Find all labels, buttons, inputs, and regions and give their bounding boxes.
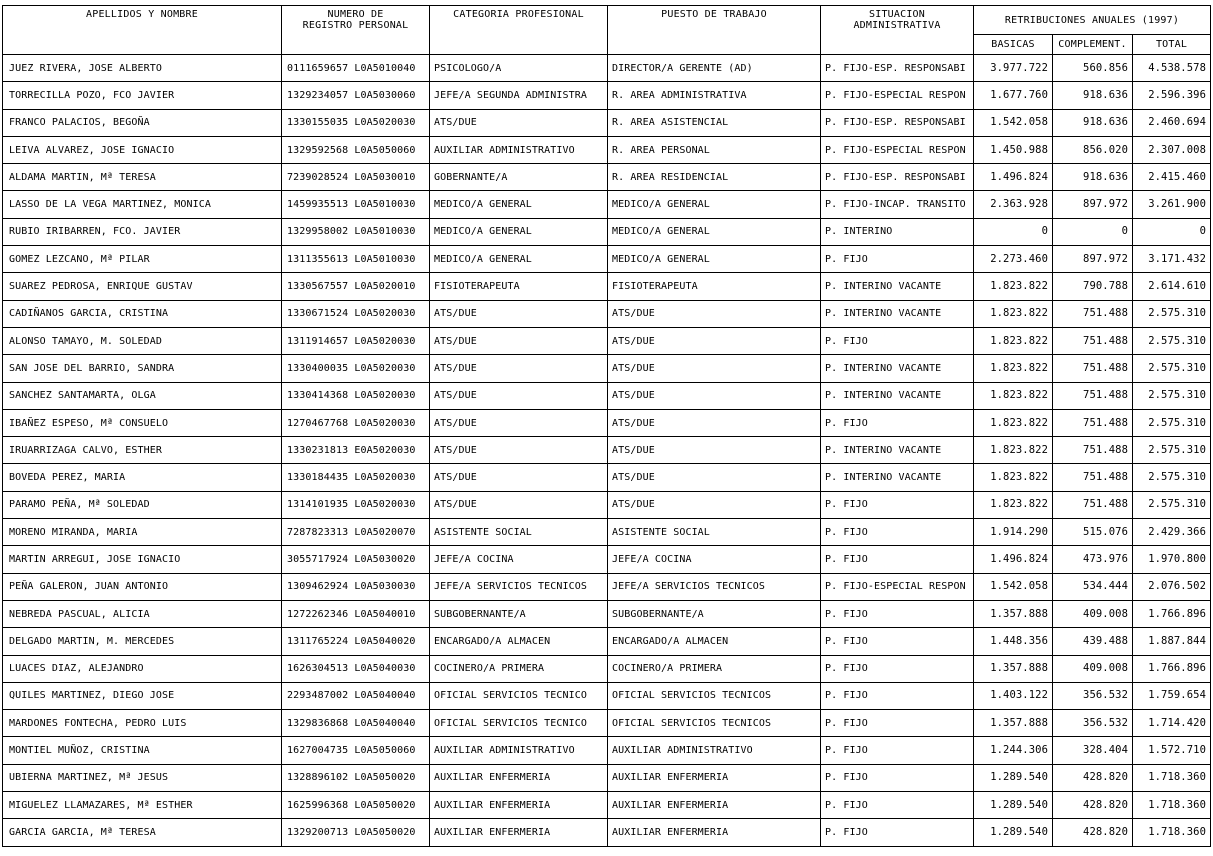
- cell-categoria: AUXILIAR ENFERMERIA: [430, 764, 608, 791]
- cell-situacion: P. FIJO: [821, 764, 974, 791]
- cell-total: 2.614.610: [1133, 273, 1211, 300]
- cell-situacion: P. FIJO: [821, 819, 974, 846]
- cell-situacion: P. FIJO-ESPECIAL RESPON: [821, 136, 974, 163]
- cell-complement: 751.488: [1053, 437, 1133, 464]
- cell-basicas: 1.289.540: [974, 764, 1053, 791]
- cell-puesto: JEFE/A SERVICIOS TECNICOS: [608, 573, 821, 600]
- cell-categoria: MEDICO/A GENERAL: [430, 246, 608, 273]
- cell-basicas: 0: [974, 218, 1053, 245]
- cell-basicas: 3.977.722: [974, 55, 1053, 82]
- table-row: [3, 327, 1211, 354]
- cell-basicas: 1.496.824: [974, 164, 1053, 191]
- cell-situacion: P. FIJO-ESPECIAL RESPON: [821, 573, 974, 600]
- table-row: [3, 546, 1211, 573]
- cell-name: JUEZ RIVERA, JOSE ALBERTO: [3, 55, 282, 82]
- cell-puesto: ATS/DUE: [608, 437, 821, 464]
- header-basicas: BASICAS: [974, 35, 1053, 55]
- cell-total: 2.460.694: [1133, 109, 1211, 136]
- table-row: [3, 792, 1211, 819]
- cell-total: 1.887.844: [1133, 628, 1211, 655]
- cell-basicas: 1.357.888: [974, 710, 1053, 737]
- cell-total: 1.718.360: [1133, 819, 1211, 846]
- cell-puesto: ATS/DUE: [608, 300, 821, 327]
- cell-categoria: ATS/DUE: [430, 300, 608, 327]
- cell-puesto: ASISTENTE SOCIAL: [608, 519, 821, 546]
- cell-categoria: ASISTENTE SOCIAL: [430, 519, 608, 546]
- cell-puesto: DIRECTOR/A GERENTE (AD): [608, 55, 821, 82]
- cell-complement: 439.488: [1053, 628, 1133, 655]
- cell-complement: 328.404: [1053, 737, 1133, 764]
- cell-registro: 1330231813 E0A5020030: [282, 437, 430, 464]
- cell-name: CADIÑANOS GARCIA, CRISTINA: [3, 300, 282, 327]
- cell-basicas: 1.823.822: [974, 327, 1053, 354]
- table-row: [3, 218, 1211, 245]
- table-row: [3, 82, 1211, 109]
- cell-basicas: 1.542.058: [974, 573, 1053, 600]
- cell-total: 2.429.366: [1133, 519, 1211, 546]
- cell-categoria: ATS/DUE: [430, 437, 608, 464]
- header-situacion: SITUACION ADMINISTRATIVA: [821, 6, 974, 55]
- table-row: [3, 300, 1211, 327]
- cell-situacion: P. FIJO-ESP. RESPONSABI: [821, 164, 974, 191]
- cell-puesto: ATS/DUE: [608, 491, 821, 518]
- cell-registro: 1330184435 L0A5020030: [282, 464, 430, 491]
- cell-name: RUBIO IRIBARREN, FCO. JAVIER: [3, 218, 282, 245]
- cell-puesto: ATS/DUE: [608, 382, 821, 409]
- cell-total: 1.970.800: [1133, 546, 1211, 573]
- cell-categoria: GOBERNANTE/A: [430, 164, 608, 191]
- cell-total: 3.261.900: [1133, 191, 1211, 218]
- header-total: TOTAL: [1133, 35, 1211, 55]
- cell-complement: 897.972: [1053, 191, 1133, 218]
- cell-situacion: P. INTERINO: [821, 218, 974, 245]
- header-registro: NUMERO DE REGISTRO PERSONAL: [282, 6, 430, 55]
- cell-registro: 1330414368 L0A5020030: [282, 382, 430, 409]
- cell-name: BOVEDA PEREZ, MARIA: [3, 464, 282, 491]
- cell-situacion: P. FIJO-ESPECIAL RESPON: [821, 82, 974, 109]
- table-row: [3, 464, 1211, 491]
- cell-registro: 1330567557 L0A5020010: [282, 273, 430, 300]
- cell-puesto: MEDICO/A GENERAL: [608, 246, 821, 273]
- cell-situacion: P. FIJO: [821, 737, 974, 764]
- cell-basicas: 1.448.356: [974, 628, 1053, 655]
- cell-total: 2.575.310: [1133, 437, 1211, 464]
- cell-total: 2.575.310: [1133, 300, 1211, 327]
- cell-basicas: 1.244.306: [974, 737, 1053, 764]
- cell-registro: 1270467768 L0A5020030: [282, 409, 430, 436]
- cell-registro: 7287823313 L0A5020070: [282, 519, 430, 546]
- cell-puesto: R. AREA RESIDENCIAL: [608, 164, 821, 191]
- cell-total: 1.714.420: [1133, 710, 1211, 737]
- cell-total: 2.575.310: [1133, 327, 1211, 354]
- cell-name: SUAREZ PEDROSA, ENRIQUE GUSTAV: [3, 273, 282, 300]
- cell-categoria: ATS/DUE: [430, 409, 608, 436]
- table-row: [3, 737, 1211, 764]
- cell-complement: 751.488: [1053, 355, 1133, 382]
- cell-puesto: MEDICO/A GENERAL: [608, 191, 821, 218]
- cell-situacion: P. FIJO: [821, 600, 974, 627]
- cell-name: ALDAMA MARTIN, Mª TERESA: [3, 164, 282, 191]
- cell-basicas: 1.450.988: [974, 136, 1053, 163]
- cell-registro: 1329234057 L0A5030060: [282, 82, 430, 109]
- cell-categoria: JEFE/A COCINA: [430, 546, 608, 573]
- table-row: [3, 136, 1211, 163]
- cell-complement: 751.488: [1053, 491, 1133, 518]
- table-row: [3, 600, 1211, 627]
- cell-registro: 1459935513 L0A5010030: [282, 191, 430, 218]
- cell-total: 1.766.896: [1133, 655, 1211, 682]
- cell-situacion: P. FIJO: [821, 246, 974, 273]
- table-row: [3, 519, 1211, 546]
- cell-categoria: COCINERO/A PRIMERA: [430, 655, 608, 682]
- cell-name: QUILES MARTINEZ, DIEGO JOSE: [3, 682, 282, 709]
- cell-basicas: 1.542.058: [974, 109, 1053, 136]
- cell-name: MIGUELEZ LLAMAZARES, Mª ESTHER: [3, 792, 282, 819]
- cell-complement: 356.532: [1053, 682, 1133, 709]
- cell-situacion: P. INTERINO VACANTE: [821, 464, 974, 491]
- table-row: [3, 437, 1211, 464]
- cell-puesto: AUXILIAR ENFERMERIA: [608, 792, 821, 819]
- cell-basicas: 1.823.822: [974, 300, 1053, 327]
- cell-situacion: P. FIJO: [821, 682, 974, 709]
- cell-registro: 1314101935 L0A5020030: [282, 491, 430, 518]
- table-row: [3, 246, 1211, 273]
- cell-registro: 1627004735 L0A5050060: [282, 737, 430, 764]
- cell-total: 2.575.310: [1133, 382, 1211, 409]
- cell-complement: 560.856: [1053, 55, 1133, 82]
- cell-registro: 1329958002 L0A5010030: [282, 218, 430, 245]
- cell-categoria: MEDICO/A GENERAL: [430, 191, 608, 218]
- cell-puesto: AUXILIAR ADMINISTRATIVO: [608, 737, 821, 764]
- table-row: [3, 628, 1211, 655]
- cell-basicas: 1.823.822: [974, 491, 1053, 518]
- cell-complement: 534.444: [1053, 573, 1133, 600]
- cell-situacion: P. INTERINO VACANTE: [821, 273, 974, 300]
- cell-situacion: P. FIJO: [821, 628, 974, 655]
- cell-total: 4.538.578: [1133, 55, 1211, 82]
- cell-basicas: 1.357.888: [974, 655, 1053, 682]
- cell-registro: 1330155035 L0A5020030: [282, 109, 430, 136]
- cell-registro: 1329200713 L0A5050020: [282, 819, 430, 846]
- cell-puesto: ENCARGADO/A ALMACEN: [608, 628, 821, 655]
- cell-name: MORENO MIRANDA, MARIA: [3, 519, 282, 546]
- cell-categoria: OFICIAL SERVICIOS TECNICO: [430, 682, 608, 709]
- cell-registro: 3055717924 L0A5030020: [282, 546, 430, 573]
- cell-registro: 1329836868 L0A5040040: [282, 710, 430, 737]
- cell-total: 2.415.460: [1133, 164, 1211, 191]
- cell-name: PEÑA GALERON, JUAN ANTONIO: [3, 573, 282, 600]
- table-row: [3, 273, 1211, 300]
- cell-total: 1.766.896: [1133, 600, 1211, 627]
- header-categoria: CATEGORIA PROFESIONAL: [430, 6, 608, 55]
- cell-basicas: 1.677.760: [974, 82, 1053, 109]
- cell-complement: 428.820: [1053, 764, 1133, 791]
- cell-puesto: R. AREA ADMINISTRATIVA: [608, 82, 821, 109]
- cell-name: PARAMO PEÑA, Mª SOLEDAD: [3, 491, 282, 518]
- cell-complement: 751.488: [1053, 300, 1133, 327]
- table-body: [3, 55, 1211, 847]
- cell-name: LEIVA ALVAREZ, JOSE IGNACIO: [3, 136, 282, 163]
- cell-categoria: AUXILIAR ADMINISTRATIVO: [430, 737, 608, 764]
- cell-puesto: ATS/DUE: [608, 327, 821, 354]
- cell-complement: 856.020: [1053, 136, 1133, 163]
- cell-categoria: ATS/DUE: [430, 464, 608, 491]
- cell-name: GOMEZ LEZCANO, Mª PILAR: [3, 246, 282, 273]
- cell-categoria: JEFE/A SEGUNDA ADMINISTRA: [430, 82, 608, 109]
- cell-total: 2.307.008: [1133, 136, 1211, 163]
- cell-categoria: FISIOTERAPEUTA: [430, 273, 608, 300]
- cell-total: 1.718.360: [1133, 792, 1211, 819]
- cell-registro: 1329592568 L0A5050060: [282, 136, 430, 163]
- cell-complement: 515.076: [1053, 519, 1133, 546]
- table-row: [3, 355, 1211, 382]
- cell-name: SAN JOSE DEL BARRIO, SANDRA: [3, 355, 282, 382]
- cell-puesto: ATS/DUE: [608, 355, 821, 382]
- cell-name: MONTIEL MUÑOZ, CRISTINA: [3, 737, 282, 764]
- header-puesto: PUESTO DE TRABAJO: [608, 6, 821, 55]
- cell-puesto: FISIOTERAPEUTA: [608, 273, 821, 300]
- cell-puesto: OFICIAL SERVICIOS TECNICOS: [608, 682, 821, 709]
- cell-name: FRANCO PALACIOS, BEGOÑA: [3, 109, 282, 136]
- table-row: [3, 655, 1211, 682]
- cell-complement: 356.532: [1053, 710, 1133, 737]
- header-complement: COMPLEMENT.: [1053, 35, 1133, 55]
- cell-complement: 751.488: [1053, 409, 1133, 436]
- cell-puesto: R. AREA ASISTENCIAL: [608, 109, 821, 136]
- cell-puesto: COCINERO/A PRIMERA: [608, 655, 821, 682]
- cell-situacion: P. FIJO: [821, 327, 974, 354]
- cell-situacion: P. FIJO-ESP. RESPONSABI: [821, 55, 974, 82]
- cell-situacion: P. INTERINO VACANTE: [821, 437, 974, 464]
- cell-categoria: ATS/DUE: [430, 355, 608, 382]
- cell-situacion: P. FIJO: [821, 710, 974, 737]
- cell-basicas: 1.823.822: [974, 382, 1053, 409]
- cell-name: NEBREDA PASCUAL, ALICIA: [3, 600, 282, 627]
- cell-basicas: 1.496.824: [974, 546, 1053, 573]
- cell-name: DELGADO MARTIN, M. MERCEDES: [3, 628, 282, 655]
- table-row: [3, 682, 1211, 709]
- cell-registro: 1328896102 L0A5050020: [282, 764, 430, 791]
- cell-categoria: ATS/DUE: [430, 109, 608, 136]
- cell-registro: 1272262346 L0A5040010: [282, 600, 430, 627]
- cell-complement: 751.488: [1053, 382, 1133, 409]
- cell-registro: 1330400035 L0A5020030: [282, 355, 430, 382]
- cell-complement: 428.820: [1053, 792, 1133, 819]
- cell-name: MARDONES FONTECHA, PEDRO LUIS: [3, 710, 282, 737]
- cell-situacion: P. FIJO-ESP. RESPONSABI: [821, 109, 974, 136]
- table-row: [3, 764, 1211, 791]
- cell-total: 1.718.360: [1133, 764, 1211, 791]
- cell-categoria: MEDICO/A GENERAL: [430, 218, 608, 245]
- cell-basicas: 1.823.822: [974, 355, 1053, 382]
- table-row: [3, 710, 1211, 737]
- cell-name: LUACES DIAZ, ALEJANDRO: [3, 655, 282, 682]
- cell-basicas: 1.357.888: [974, 600, 1053, 627]
- cell-complement: 751.488: [1053, 327, 1133, 354]
- cell-basicas: 1.823.822: [974, 273, 1053, 300]
- cell-categoria: AUXILIAR ENFERMERIA: [430, 792, 608, 819]
- cell-puesto: OFICIAL SERVICIOS TECNICOS: [608, 710, 821, 737]
- table-row: [3, 164, 1211, 191]
- cell-basicas: 1.914.290: [974, 519, 1053, 546]
- cell-categoria: OFICIAL SERVICIOS TECNICO: [430, 710, 608, 737]
- cell-total: 1.572.710: [1133, 737, 1211, 764]
- cell-basicas: 1.403.122: [974, 682, 1053, 709]
- cell-situacion: P. FIJO: [821, 546, 974, 573]
- cell-name: IRUARRIZAGA CALVO, ESTHER: [3, 437, 282, 464]
- cell-basicas: 1.823.822: [974, 409, 1053, 436]
- cell-puesto: AUXILIAR ENFERMERIA: [608, 819, 821, 846]
- cell-registro: 7239028524 L0A5030010: [282, 164, 430, 191]
- cell-name: UBIERNA MARTINEZ, Mª JESUS: [3, 764, 282, 791]
- cell-complement: 751.488: [1053, 464, 1133, 491]
- header-name: APELLIDOS Y NOMBRE: [3, 6, 282, 55]
- cell-name: LASSO DE LA VEGA MARTINEZ, MONICA: [3, 191, 282, 218]
- cell-registro: 1626304513 L0A5040030: [282, 655, 430, 682]
- cell-situacion: P. FIJO-INCAP. TRANSITO: [821, 191, 974, 218]
- cell-total: 0: [1133, 218, 1211, 245]
- cell-name: ALONSO TAMAYO, M. SOLEDAD: [3, 327, 282, 354]
- cell-total: 1.759.654: [1133, 682, 1211, 709]
- cell-total: 2.575.310: [1133, 464, 1211, 491]
- cell-registro: 1311765224 L0A5040020: [282, 628, 430, 655]
- cell-registro: 1625996368 L0A5050020: [282, 792, 430, 819]
- cell-complement: 918.636: [1053, 109, 1133, 136]
- cell-complement: 918.636: [1053, 82, 1133, 109]
- cell-categoria: ATS/DUE: [430, 327, 608, 354]
- cell-puesto: MEDICO/A GENERAL: [608, 218, 821, 245]
- cell-registro: 1311355613 L0A5010030: [282, 246, 430, 273]
- cell-total: 2.575.310: [1133, 355, 1211, 382]
- table-row: [3, 55, 1211, 82]
- cell-puesto: ATS/DUE: [608, 464, 821, 491]
- cell-categoria: AUXILIAR ADMINISTRATIVO: [430, 136, 608, 163]
- cell-total: 2.596.396: [1133, 82, 1211, 109]
- cell-basicas: 2.273.460: [974, 246, 1053, 273]
- cell-categoria: ATS/DUE: [430, 491, 608, 518]
- cell-registro: 0111659657 L0A5010040: [282, 55, 430, 82]
- cell-situacion: P. INTERINO VACANTE: [821, 355, 974, 382]
- cell-categoria: ENCARGADO/A ALMACEN: [430, 628, 608, 655]
- cell-puesto: JEFE/A COCINA: [608, 546, 821, 573]
- cell-basicas: 1.823.822: [974, 464, 1053, 491]
- cell-situacion: P. INTERINO VACANTE: [821, 300, 974, 327]
- cell-complement: 897.972: [1053, 246, 1133, 273]
- cell-situacion: P. FIJO: [821, 792, 974, 819]
- cell-total: 2.575.310: [1133, 409, 1211, 436]
- cell-registro: 2293487002 L0A5040040: [282, 682, 430, 709]
- cell-name: TORRECILLA POZO, FCO JAVIER: [3, 82, 282, 109]
- cell-basicas: 1.289.540: [974, 819, 1053, 846]
- cell-categoria: AUXILIAR ENFERMERIA: [430, 819, 608, 846]
- table-row: [3, 382, 1211, 409]
- table-row: [3, 109, 1211, 136]
- cell-categoria: SUBGOBERNANTE/A: [430, 600, 608, 627]
- cell-name: SANCHEZ SANTAMARTA, OLGA: [3, 382, 282, 409]
- cell-registro: 1311914657 L0A5020030: [282, 327, 430, 354]
- cell-situacion: P. FIJO: [821, 519, 974, 546]
- cell-categoria: JEFE/A SERVICIOS TECNICOS: [430, 573, 608, 600]
- cell-registro: 1309462924 L0A5030030: [282, 573, 430, 600]
- cell-categoria: ATS/DUE: [430, 382, 608, 409]
- cell-basicas: 1.823.822: [974, 437, 1053, 464]
- cell-complement: 409.008: [1053, 655, 1133, 682]
- cell-complement: 790.788: [1053, 273, 1133, 300]
- table-row: [3, 409, 1211, 436]
- header-retribuciones: RETRIBUCIONES ANUALES (1997): [974, 6, 1211, 35]
- cell-name: IBAÑEZ ESPESO, Mª CONSUELO: [3, 409, 282, 436]
- cell-name: GARCIA GARCIA, Mª TERESA: [3, 819, 282, 846]
- cell-registro: 1330671524 L0A5020030: [282, 300, 430, 327]
- cell-puesto: R. AREA PERSONAL: [608, 136, 821, 163]
- table-row: [3, 573, 1211, 600]
- salary-table: [2, 5, 1211, 847]
- cell-situacion: P. FIJO: [821, 409, 974, 436]
- cell-total: 3.171.432: [1133, 246, 1211, 273]
- cell-puesto: ATS/DUE: [608, 409, 821, 436]
- cell-total: 2.076.502: [1133, 573, 1211, 600]
- cell-basicas: 1.289.540: [974, 792, 1053, 819]
- cell-situacion: P. FIJO: [821, 491, 974, 518]
- table-row: [3, 191, 1211, 218]
- cell-basicas: 2.363.928: [974, 191, 1053, 218]
- cell-puesto: AUXILIAR ENFERMERIA: [608, 764, 821, 791]
- cell-situacion: P. FIJO: [821, 655, 974, 682]
- cell-complement: 473.976: [1053, 546, 1133, 573]
- cell-complement: 428.820: [1053, 819, 1133, 846]
- cell-puesto: SUBGOBERNANTE/A: [608, 600, 821, 627]
- cell-categoria: PSICOLOGO/A: [430, 55, 608, 82]
- cell-complement: 0: [1053, 218, 1133, 245]
- cell-total: 2.575.310: [1133, 491, 1211, 518]
- cell-situacion: P. INTERINO VACANTE: [821, 382, 974, 409]
- cell-name: MARTIN ARREGUI, JOSE IGNACIO: [3, 546, 282, 573]
- cell-complement: 409.008: [1053, 600, 1133, 627]
- table-row: [3, 491, 1211, 518]
- table-row: [3, 819, 1211, 846]
- cell-complement: 918.636: [1053, 164, 1133, 191]
